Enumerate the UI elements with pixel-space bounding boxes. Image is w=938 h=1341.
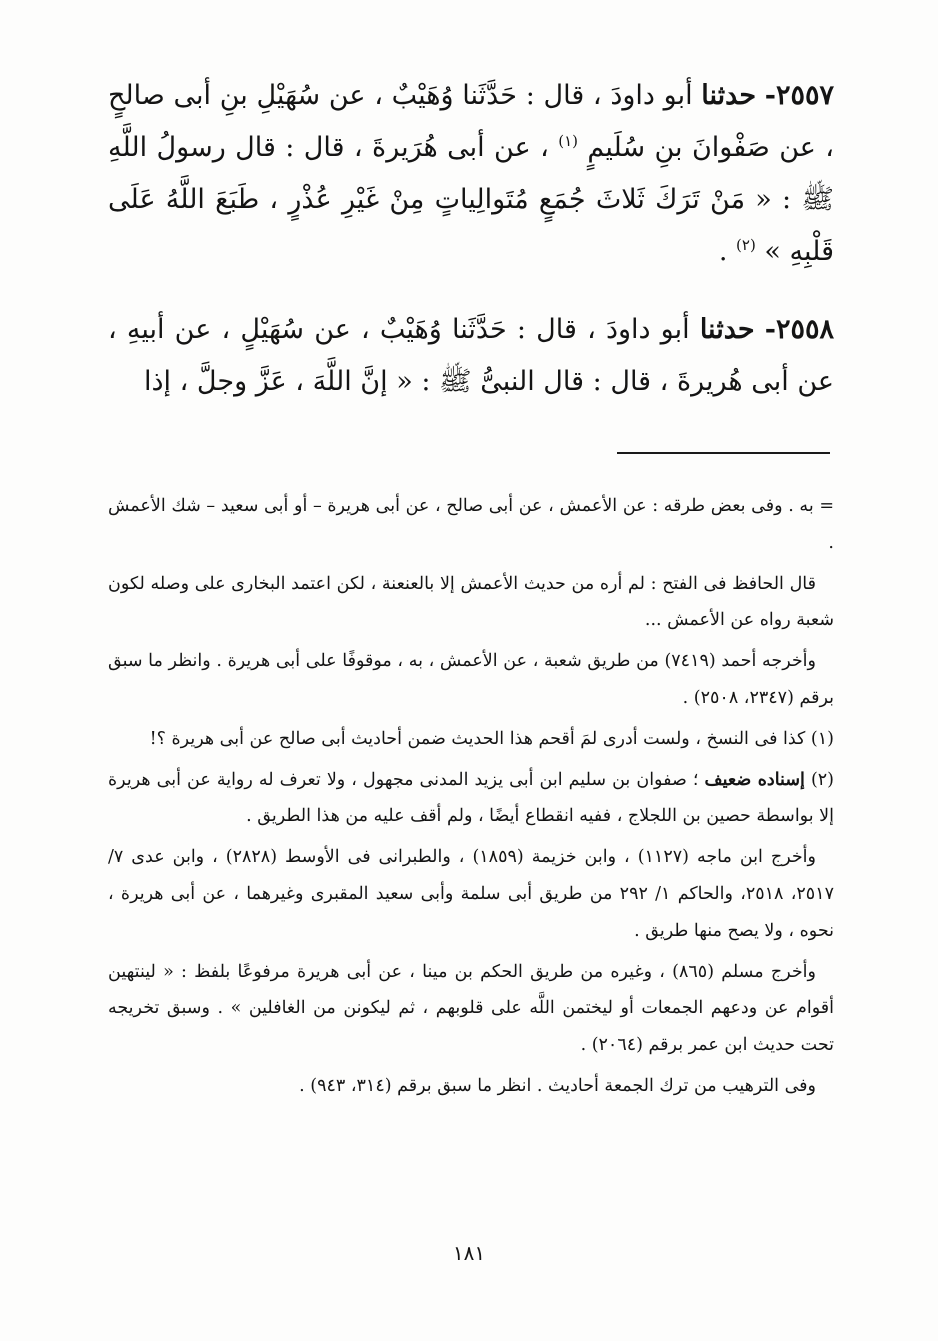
footnote-2-label: (٢) xyxy=(810,769,834,790)
footnote-2-text: ؛ صفوان بن سليم ابن أبى يزيد المدنى مجهول ، ولا تعرف له رواية عن أبى هريرة إلا بواسطة حصين بن اللجلاج ، ففيه انقطاع أيضًا ، ولم أقف عليه من هذا الطريق . xyxy=(108,769,834,827)
hadith-2557 xyxy=(108,70,834,278)
footnote-ref-2: (٢) xyxy=(736,236,756,254)
footnote-2-paragraph: وأخرج مسلم (٨٦٥) ، وغيره من طريق الحكم بن مينا ، عن أبى هريرة مرفوعًا بلفظ : « لينتهين أقوام عن ودعهم الجمعات أو ليختمن اللَّه على قلوبهم ، ثم ليكونن من الغافلين » . وسبق تخريجه تحت حديث ابن عمر برقم (٢٠٦٤) . xyxy=(108,961,834,1056)
footnote-continuation: قال الحافظ فى الفتح : لم أره من حديث الأعمش إلا بالعنعنة ، لكن اعتمد البخارى على وصله لكون شعبة رواه عن الأعمش ... xyxy=(108,573,834,631)
footnotes xyxy=(108,488,834,1109)
hadith-number: ٢٥٥٨- xyxy=(764,314,834,345)
footnote-ref-1: (١) xyxy=(558,132,579,150)
hadith-opening: حدثنا xyxy=(701,80,757,111)
hadith-opening: حدثنا xyxy=(699,314,755,345)
hadith-text: أبو داودَ ، قال : حَدَّثَنا وُهَيْبٌ ، عن سُهَيْلِ بنِ أبى صالحٍ ، عن صَفْوانَ بنِ سُلَيمٍ xyxy=(108,80,834,163)
hadith-number: ٢٥٥٧- xyxy=(764,80,834,111)
footnote-separator xyxy=(617,452,830,454)
hadith-2558 xyxy=(108,304,834,408)
hadith-text: أبو داودَ ، قال : حَدَّثَنا وُهَيْبٌ ، عن سُهَيْلٍ ، عن أبيهِ ، عن أبى هُريرةَ ، قال : قال النبىُّ ﷺ : « إنَّ اللَّهَ ، عَزَّ وجلَّ ، إذا xyxy=(108,314,834,397)
footnote-continuation: = به . وفى بعض طرقه : عن الأعمش ، عن أبى صالح ، عن أبى هريرة – أو أبى سعيد – شك الأعمش . xyxy=(108,496,834,553)
hadith-text-continued: ، عن أبى هُرَيرةَ ، قال : قال رسولُ اللَّهِ ﷺ : « مَنْ تَرَكَ ثَلاثَ جُمَعٍ مُتَوالِياتٍ مِنْ غَيْرِ عُذْرٍ ، طَبَعَ اللَّهُ عَلَى قَلْبِهِ » xyxy=(108,132,834,267)
footnote-2-grade: إسناده ضعيف xyxy=(704,769,805,790)
footnote-continuation: وأخرجه أحمد (٧٤١٩) من طريق شعبة ، عن الأعمش ، به ، موقوفًا على أبى هريرة . وانظر ما سبق برقم (٢٣٤٧، ٢٥٠٨) . xyxy=(108,651,834,708)
footnote-2-paragraph: وفى الترهيب من ترك الجمعة أحاديث . انظر ما سبق برقم (٣١٤، ٩٤٣) . xyxy=(299,1075,816,1096)
page-number: ١٨١ xyxy=(452,1241,486,1265)
footnote-2 xyxy=(108,762,834,836)
hadith-text-end: . xyxy=(718,236,728,267)
footnote-2-paragraph: وأخرج ابن ماجه (١١٢٧) ، وابن خزيمة (١٨٥٩) ، والطبرانى فى الأوسط (٢٨٢٨) ، وابن عدى ٧/ ٢٥١٧، ٢٥١٨، والحاكم ١/ ٢٩٢ من طريق أبى سلمة وأبى سعيد المقبرى وغيرهما ، عن أبى هريرة ، نحوه ، ولا يصح منها طريق . xyxy=(108,847,834,941)
footnote-1: (١) كذا فى النسخ ، ولست أدرى لمَ أقحم هذا الحديث ضمن أحاديث أبى صالح عن أبى هريرة ؟! xyxy=(149,728,834,749)
